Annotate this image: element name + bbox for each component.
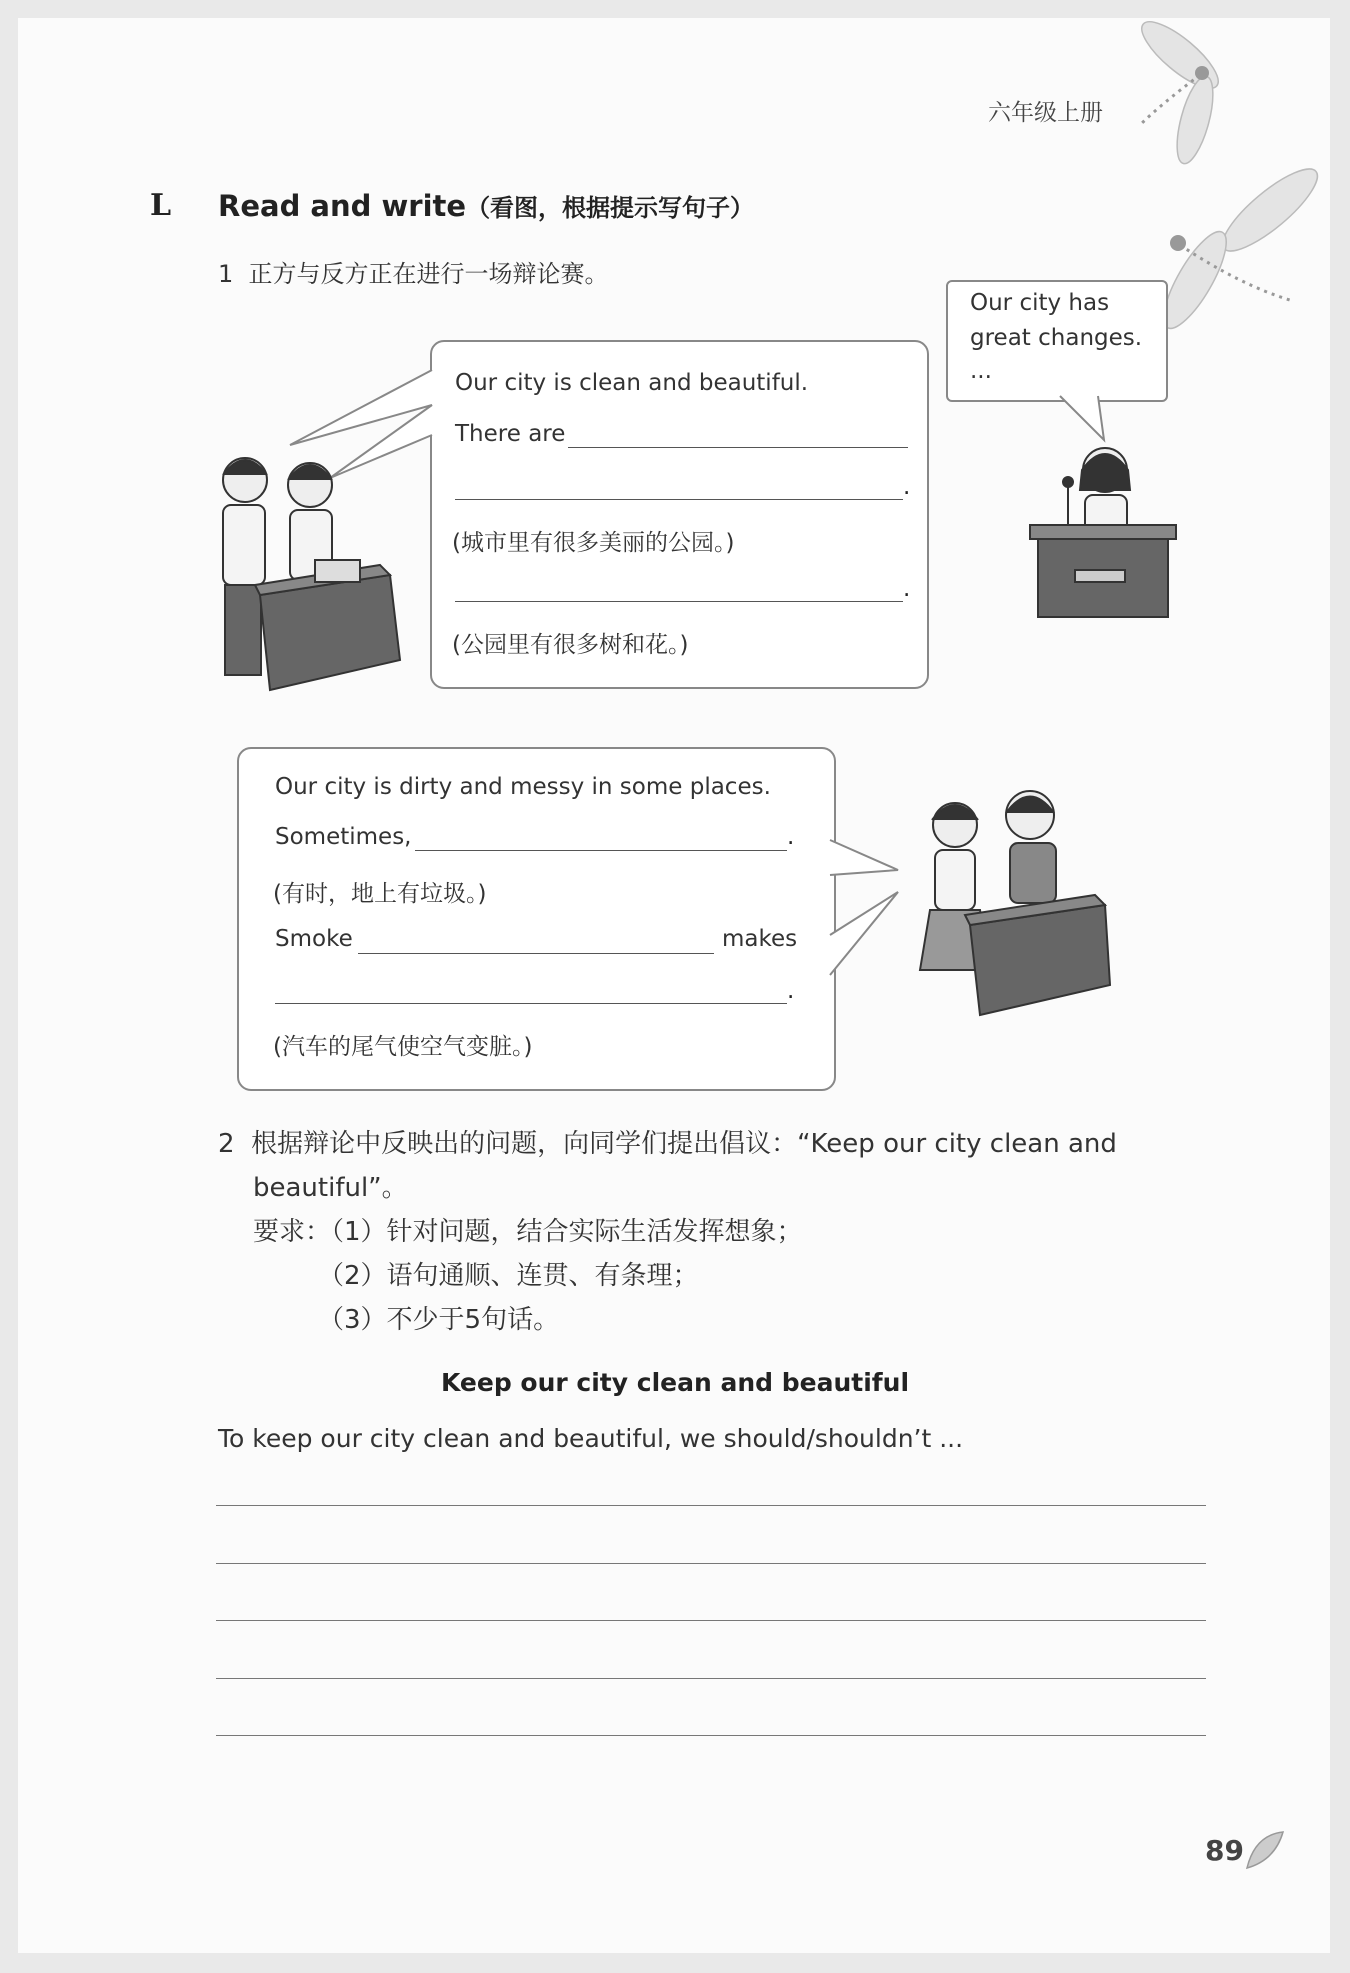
- con-hint-2: (汽车的尾气使空气变脏。): [273, 1034, 533, 1060]
- requirement-1: 要求：（1）针对问题，结合实际生活发挥想象；: [253, 1217, 803, 1247]
- pro-hint-2: (公园里有很多树和花。): [452, 632, 689, 658]
- section-letter: L: [150, 188, 172, 223]
- answer-blank[interactable]: [415, 850, 787, 851]
- requirement-3: （3）不少于5句话。: [318, 1305, 560, 1335]
- con-line-3b: makes: [722, 926, 798, 952]
- question-2-prompt-cont: beautiful”。: [253, 1173, 408, 1203]
- con-line-1: Our city is dirty and messy in some places.: [275, 774, 771, 800]
- page-number: 89: [1205, 1834, 1244, 1867]
- leaf-icon: [1245, 1830, 1285, 1870]
- essay-title: Keep our city clean and beautiful: [440, 1368, 910, 1397]
- pro-line-2: There are: [455, 421, 566, 447]
- question-2-prompt: 2 根据辩论中反映出的问题，向同学们提出倡议：“Keep our city clean and: [218, 1129, 1117, 1159]
- bubble-tail: [1060, 396, 1110, 446]
- bubble-text: great changes.: [970, 325, 1143, 351]
- section-title: Read and write（看图，根据提示写句子）: [218, 189, 755, 223]
- grade-label: 六年级上册: [988, 100, 1103, 126]
- answer-blank[interactable]: [455, 499, 903, 500]
- con-hint-1: (有时，地上有垃圾。): [273, 881, 487, 907]
- writing-line[interactable]: [216, 1505, 1206, 1506]
- answer-blank[interactable]: [455, 601, 903, 602]
- writing-line[interactable]: [216, 1678, 1206, 1679]
- essay-starter: To keep our city clean and beautiful, we should/shouldn’t ...: [218, 1424, 964, 1453]
- requirement-2: （2）语句通顺、连贯、有条理；: [318, 1261, 699, 1291]
- girl-at-podium-illustration: [1030, 440, 1180, 630]
- writing-line[interactable]: [216, 1735, 1206, 1736]
- writing-line[interactable]: [216, 1620, 1206, 1621]
- answer-blank[interactable]: [358, 953, 714, 954]
- girls-at-podium-illustration: [910, 785, 1125, 1035]
- answer-blank[interactable]: [568, 447, 908, 448]
- bubble-text: Our city has: [970, 290, 1110, 316]
- pro-line-1: Our city is clean and beautiful.: [455, 370, 809, 396]
- bubble-tail: [830, 840, 900, 980]
- con-line-2: Sometimes,: [275, 824, 412, 850]
- pro-hint-1: (城市里有很多美丽的公园。): [452, 530, 735, 556]
- question-1-prompt: 1 正方与反方正在进行一场辩论赛。: [218, 260, 609, 288]
- con-line-3a: Smoke: [275, 926, 353, 952]
- boys-at-podium-illustration: [205, 450, 405, 700]
- bubble-text: ...: [970, 358, 992, 384]
- writing-line[interactable]: [216, 1563, 1206, 1564]
- answer-blank[interactable]: [275, 1003, 787, 1004]
